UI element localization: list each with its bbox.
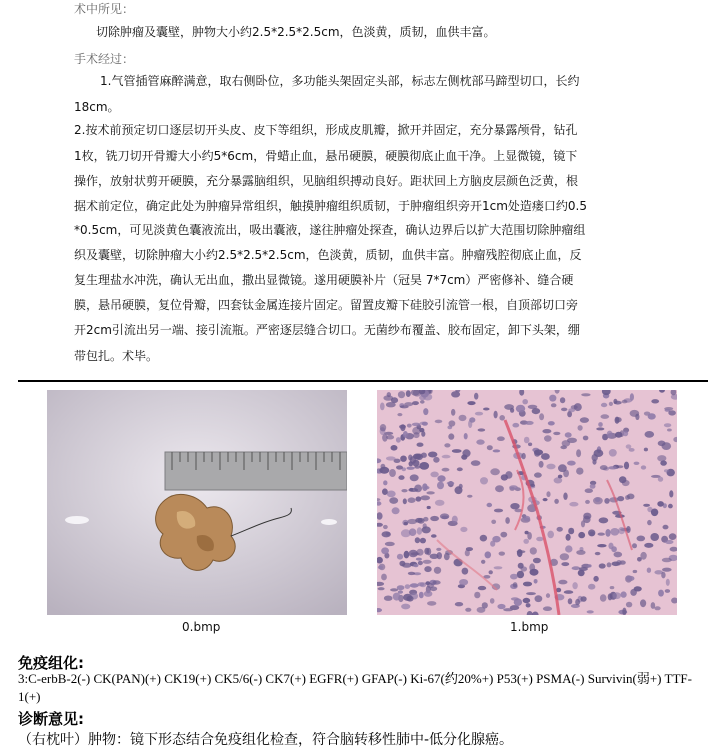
ihc-text: 3:C-erbB-2(-) CK(PAN)(+) CK19(+) CK5/6(-) CK7(+) EGFR(+) GFAP(-) Ki-67(约20%+) P53(+) PSMA(-) Survivin(弱+) TTF-1(+) xyxy=(18,671,692,704)
surgery-line: 1.气管插管麻醉满意，取右侧卧位，多功能头架固定头部，标志左侧枕部马蹄型切口，长约 xyxy=(100,74,580,88)
surgery-line: *0.5cm，可见淡黄色囊液流出，吸出囊液，遂往肿瘤处探查，确认边界后以扩大范围切除肿瘤组 xyxy=(74,223,586,237)
diagnosis-text: （右枕叶）肿物：镜下形态结合免疫组化检查，符合脑转移性肺中-低分化腺癌。 xyxy=(18,732,514,748)
intraop-heading: 术中所见： xyxy=(74,2,135,16)
surgery-line: 膜，悬吊硬膜，复位骨瓣，四套钛金属连接片固定。留置皮瓣下硅胶引流管一根，自顶部切口旁 xyxy=(74,298,579,312)
surgery-line: 织及囊壁，切除肿瘤大小约2.5*2.5*2.5cm，色淡黄，质韧，血供丰富。肿瘤残腔彻底止血，反 xyxy=(74,248,582,262)
surgery-line: 18cm。 xyxy=(74,100,120,114)
histology-micrograph xyxy=(377,390,677,615)
surgery-line: 据术前定位，确定此处为肿瘤异常组织，触摸肿瘤组织质韧，于肿瘤组织旁开1cm处造瘘口约0.5 xyxy=(74,199,588,213)
diagnosis-title: 诊断意见: xyxy=(18,710,84,728)
section-divider xyxy=(18,380,708,382)
surgery-line: 带包扎。术毕。 xyxy=(74,349,159,363)
intraop-text: 切除肿瘤及囊壁，肿物大小约2.5*2.5*2.5cm，色淡黄，质韧，血供丰富。 xyxy=(96,25,496,39)
image-caption-0: 0.bmp xyxy=(182,620,221,634)
ihc-title: 免疫组化: xyxy=(18,654,84,672)
image-caption-1: 1.bmp xyxy=(510,620,549,634)
gross-specimen-photo xyxy=(47,390,347,615)
surgery-heading: 手术经过： xyxy=(74,52,135,66)
surgery-line: 操作，放射状剪开硬膜，充分暴露脑组织，见脑组织搏动良好。距状回上方脑皮层颜色泛黄，根 xyxy=(74,174,579,188)
surgery-line: 开2cm引流出另一端、接引流瓶。严密逐层缝合切口。无菌纱布覆盖、胶布固定，卸下头架，绷 xyxy=(74,323,580,337)
surgery-line: 复生理盐水冲洗，确认无出血，撒出显微镜。遂用硬膜补片（冠昊 7*7cm）严密修补、缝合硬 xyxy=(74,273,574,287)
surgery-line: 2.按术前预定切口逐层切开头皮、皮下等组织，形成皮肌瓣，掀开并固定，充分暴露颅骨，钻孔 xyxy=(74,123,578,137)
surgery-line: 1枚，铣刀切开骨瓣大小约5*6cm，骨蜡止血，悬吊硬膜，硬膜彻底止血干净。上显微镜，镜下 xyxy=(74,149,578,163)
